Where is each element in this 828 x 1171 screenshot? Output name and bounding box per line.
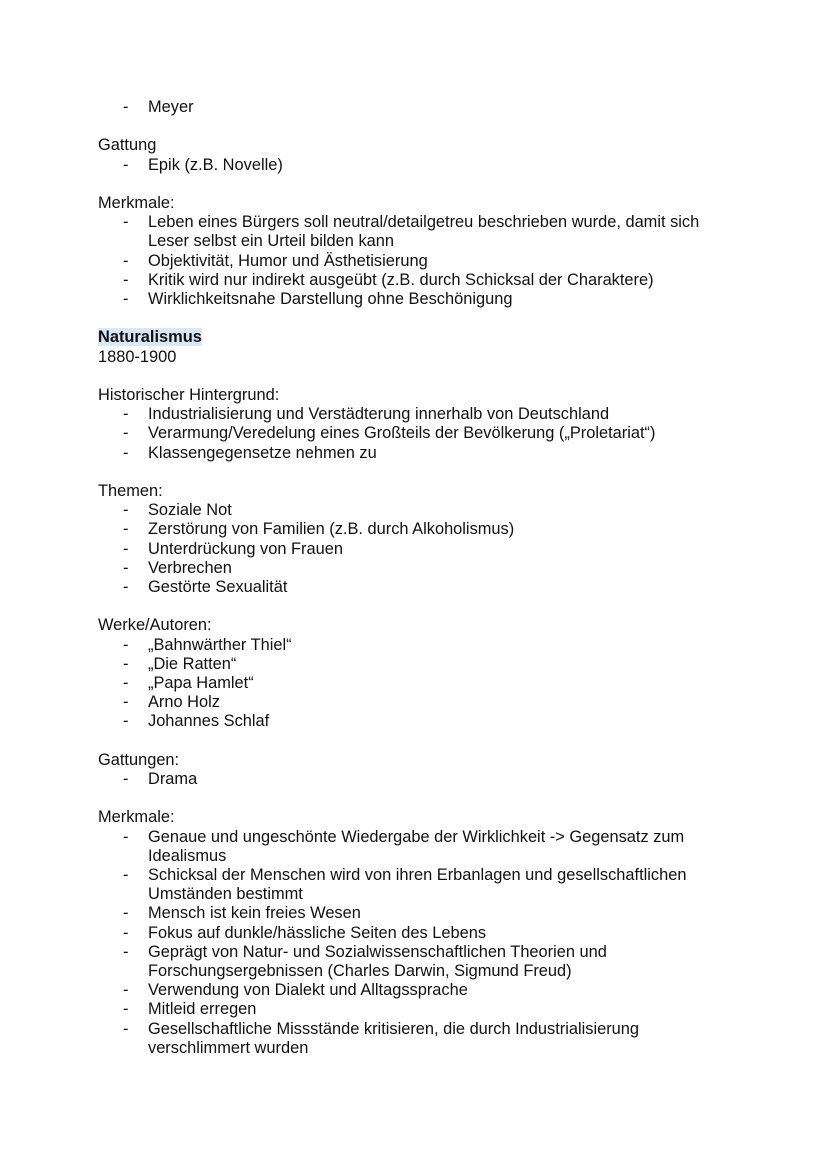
list-item: - Zerstörung von Familien (z.B. durch Alkoholismus) bbox=[98, 520, 738, 539]
list-item: - Gestörte Sexualität bbox=[98, 578, 738, 597]
gattung-list bbox=[98, 156, 738, 175]
list-item: - Epik (z.B. Novelle) bbox=[98, 156, 738, 175]
section-label-gattung: Gattung bbox=[98, 136, 157, 155]
section-label-gattungen: Gattungen: bbox=[98, 750, 180, 769]
merkmale-naturalismus-list bbox=[98, 828, 738, 1058]
epoch-heading bbox=[98, 328, 202, 347]
spacer bbox=[98, 309, 738, 328]
spacer bbox=[98, 597, 738, 616]
spacer bbox=[98, 789, 738, 808]
list-item: - Genaue und ungeschönte Wiedergabe der Wirklichkeit -> Gegensatz zum Idealismus bbox=[98, 828, 738, 866]
list-item: - Leben eines Bürgers soll neutral/detailgetreu beschrieben wurde, damit sich Leser selbst ein Urteil bilden kann bbox=[98, 213, 738, 251]
list-item: - Verbrechen bbox=[98, 559, 738, 578]
list-item: - Meyer bbox=[98, 98, 738, 117]
list-item: - Klassengegensetze nehmen zu bbox=[98, 444, 738, 463]
list-item: - Objektivität, Humor und Ästhetisierung bbox=[98, 252, 738, 271]
list-item: - Geprägt von Natur- und Sozialwissenschaftlichen Theorien und Forschungsergebnissen (Charles Darwin, Sigmund Freud) bbox=[98, 943, 738, 981]
list-item: - Verwendung von Dialekt und Alltagssprache bbox=[98, 981, 738, 1000]
list-item: - Industrialisierung und Verstädterung innerhalb von Deutschland bbox=[98, 405, 738, 424]
list-item: - Verarmung/Veredelung eines Großteils der Bevölkerung („Proletariat“) bbox=[98, 424, 738, 443]
list-item: - Johannes Schlaf bbox=[98, 712, 738, 731]
list-item: - Schicksal der Menschen wird von ihren Erbanlagen und gesellschaftlichen Umständen bestimmt bbox=[98, 866, 738, 904]
epoch-years: 1880-1900 bbox=[98, 347, 177, 366]
list-item: - „Die Ratten“ bbox=[98, 655, 738, 674]
spacer bbox=[98, 732, 738, 751]
list-item: - Soziale Not bbox=[98, 501, 738, 520]
themen-list bbox=[98, 501, 738, 597]
top-list bbox=[98, 98, 738, 117]
section-label-werke: Werke/Autoren: bbox=[98, 616, 212, 635]
list-item: - Kritik wird nur indirekt ausgeübt (z.B. durch Schicksal der Charaktere) bbox=[98, 271, 738, 290]
merkmale-realismus-list bbox=[98, 213, 738, 309]
section-label-hintergrund: Historischer Hintergrund: bbox=[98, 385, 280, 404]
list-item: - Wirklichkeitsnahe Darstellung ohne Beschönigung bbox=[98, 290, 738, 309]
section-label-merkmale-naturalismus: Merkmale: bbox=[98, 808, 175, 827]
list-item: - Drama bbox=[98, 770, 738, 789]
list-item: - „Bahnwärther Thiel“ bbox=[98, 636, 738, 655]
list-item: - Fokus auf dunkle/hässliche Seiten des Lebens bbox=[98, 924, 738, 943]
werke-list bbox=[98, 636, 738, 732]
list-item: - Arno Holz bbox=[98, 693, 738, 712]
gattungen-list bbox=[98, 770, 738, 789]
spacer bbox=[98, 117, 738, 136]
list-item: - Mitleid erregen bbox=[98, 1000, 738, 1019]
spacer bbox=[98, 367, 738, 386]
list-item: - „Papa Hamlet“ bbox=[98, 674, 738, 693]
section-label-merkmale-realismus: Merkmale: bbox=[98, 193, 175, 212]
epoch-title: Naturalismus bbox=[98, 328, 202, 347]
hintergrund-list bbox=[98, 405, 738, 463]
section-label-themen: Themen: bbox=[98, 481, 163, 500]
list-item: - Gesellschaftliche Missstände kritisieren, die durch Industrialisierung verschlimmert wurden bbox=[98, 1020, 738, 1058]
list-item: - Mensch ist kein freies Wesen bbox=[98, 904, 738, 923]
spacer bbox=[98, 463, 738, 482]
spacer bbox=[98, 175, 738, 194]
list-item: - Unterdrückung von Frauen bbox=[98, 540, 738, 559]
